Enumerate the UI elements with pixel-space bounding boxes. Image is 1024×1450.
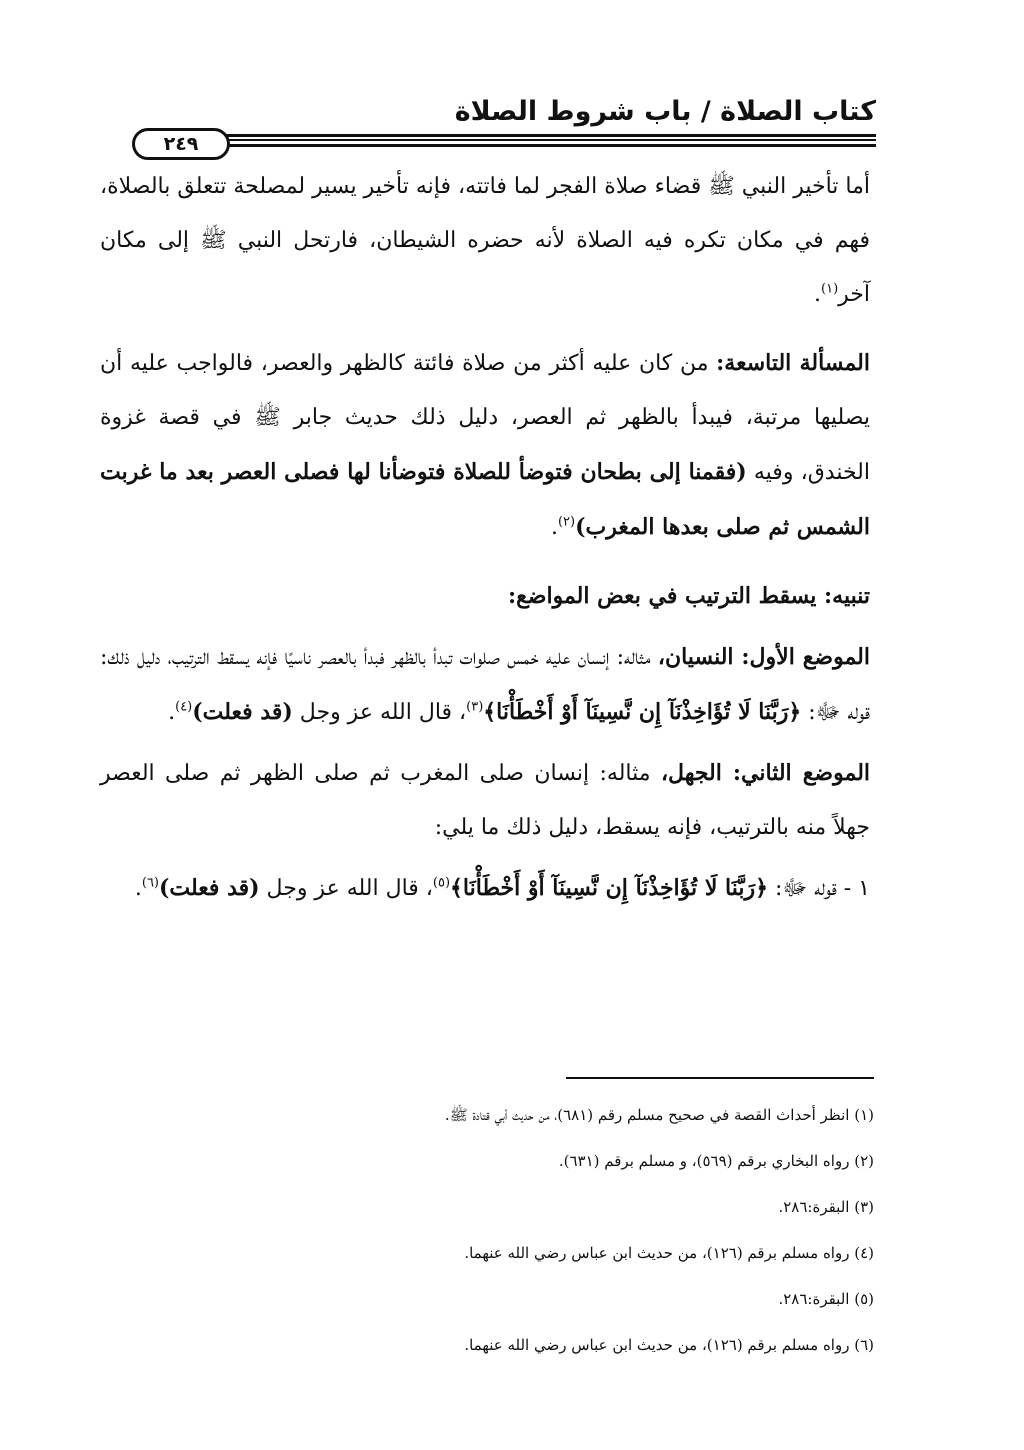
footnote-separator [566,1077,874,1079]
running-header [96,96,876,156]
paragraph-4: الموضع الأول: النسيان، مثاله: إنسان عليه خمس صلوات تبدأ بالظهر فبدأ بالعصر ناسيًا فإنه يسقط الترتيب، دليل ذلك: قوله ﷻ: ﴿رَبَّنَا لَا تُؤَاخِذْنَآ إِن نَّسِينَآ أَوْ أَخْطَأْنَا﴾$^{(٣)}$، قال الله عز وجل (قد فعلت)$^{(٤)}$. [100,644,870,725]
paragraph-5-lead: الموضع الثاني: الجهل، [660,760,871,786]
page-number: ٢٤٩ [132,128,230,160]
quran-verse-1: ﴿رَبَّنَا لَا تُؤَاخِذْنَآ إِن نَّسِينَآ أَوْ أَخْطَأْنَا﴾ [483,699,802,725]
paragraph-1-text: أما تأخير النبي ﷺ قضاء صلاة الفجر لما فاتته، فإنه تأخير يسير لمصلحة تتعلق بالصلاة، فهم في مكان تكره فيه الصلاة لأنه حضره الشيطان، فارتحل النبي ﷺ إلى مكان آخر [100,174,870,307]
footnote-ref-2: (٢) [557,514,576,530]
quran-verse-2: ﴿رَبَّنَا لَا تُؤَاخِذْنَآ إِن نَّسِينَآ أَوْ أَخْطَأْنَا﴾ [450,875,768,901]
header-title: كتاب الصلاة / باب شروط الصلاة [454,96,876,127]
footnote-ref-6: (٦) [141,875,159,891]
paragraph-1: أما تأخير النبي ﷺ قضاء صلاة الفجر لما فاتته، فإنه تأخير يسير لمصلحة تتعلق بالصلاة، فهم في مكان تكره فيه الصلاة لأنه حضره الشيطان، فارتحل النبي ﷺ إلى مكان آخر$^{(١)}$. [100,174,870,307]
paragraph-4-text: مثاله: إنسان عليه خمس صلوات تبدأ بالظهر فبدأ بالعصر ناسيًا فإنه يسقط الترتيب، دليل ذلك: قوله ﷻ: [100,645,870,725]
paragraph-6-lead: ١ - قوله ﷻ: [768,876,870,901]
footnote-4: (٤) رواه مسلم برقم (١٢٦)، من حديث ابن عباس رضي الله عنهما. [464,1244,874,1262]
quote-qad-faalt-1: (قد فعلت) [192,699,293,725]
paragraph-4-lead: الموضع الأول: النسيان، [657,644,870,670]
footnote-6: (٦) رواه مسلم برقم (١٢٦)، من حديث ابن عباس رضي الله عنهما. [464,1336,874,1354]
paragraph-5 [100,746,870,855]
footnote-2: (٢) رواه البخاري برقم (٥٦٩)، و مسلم برقم (٦٣١). [558,1152,874,1170]
footnote-ref-4: (٤) [175,699,193,715]
footnote-ref-5: (٥) [432,875,451,891]
hadith-quote: (فقمنا إلى بطحان فتوضأ للصلاة فتوضأنا لها فصلى العصر بعد ما غربت الشمس ثم صلى بعدها المغرب) [100,459,870,540]
footnote-ref-3: (٣) [466,699,484,715]
paragraph-6: ١ - قوله ﷻ: ﴿رَبَّنَا لَا تُؤَاخِذْنَآ إِن نَّسِينَآ أَوْ أَخْطَأْنَا﴾$^{(٥)}$، قال الله عز وجل (قد فعلت)$^{(٦)}$. [134,875,870,901]
paragraph-5-text: مثاله: إنسان صلى المغرب ثم صلى الظهر ثم صلى العصر جهلاً منه بالترتيب، فإنه يسقط، دليل ذلك ما يلي: [100,761,870,840]
note-heading: تنبيه: يسقط الترتيب في بعض المواضع: [507,583,870,609]
quote-qad-faalt-2: (قد فعلت) [159,875,260,901]
paragraph-3 [100,569,870,624]
footnotes [100,1092,874,1368]
paragraph-2: المسألة التاسعة: من كان عليه أكثر من صلاة فائتة كالظهر والعصر، فالواجب عليه أن يصليها مرتبة، فيبدأ بالظهر ثم العصر، دليل ذلك حديث جابر ﷺ في قصة غزوة الخندق، وفيه (فقمنا إلى بطحان فتوضأ للصلاة فتوضأنا لها فصلى العصر بعد ما غربت الشمس ثم صلى بعدها المغرب)$^{(٢)}$. [100,350,870,540]
footnote-5: (٥) البقرة:٢٨٦. [778,1290,874,1308]
paragraph-2-lead: المسألة التاسعة: [716,350,870,376]
main-text [100,160,870,930]
footnote-1: (١) انظر أحداث القصة في صحيح مسلم رقم (٦٨١)، من حديث أبي قتادة ﷺ. [444,1106,874,1124]
footnote-3: (٣) البقرة:٢٨٦. [778,1198,874,1216]
paragraph-2-text: من كان عليه أكثر من صلاة فائتة كالظهر والعصر، فالواجب عليه أن يصليها مرتبة، فيبدأ بالظهر ثم العصر، دليل ذلك حديث جابر ﷺ في قصة غزوة الخندق، وفيه [100,351,870,485]
footnote-ref-1: (١) [821,281,839,297]
